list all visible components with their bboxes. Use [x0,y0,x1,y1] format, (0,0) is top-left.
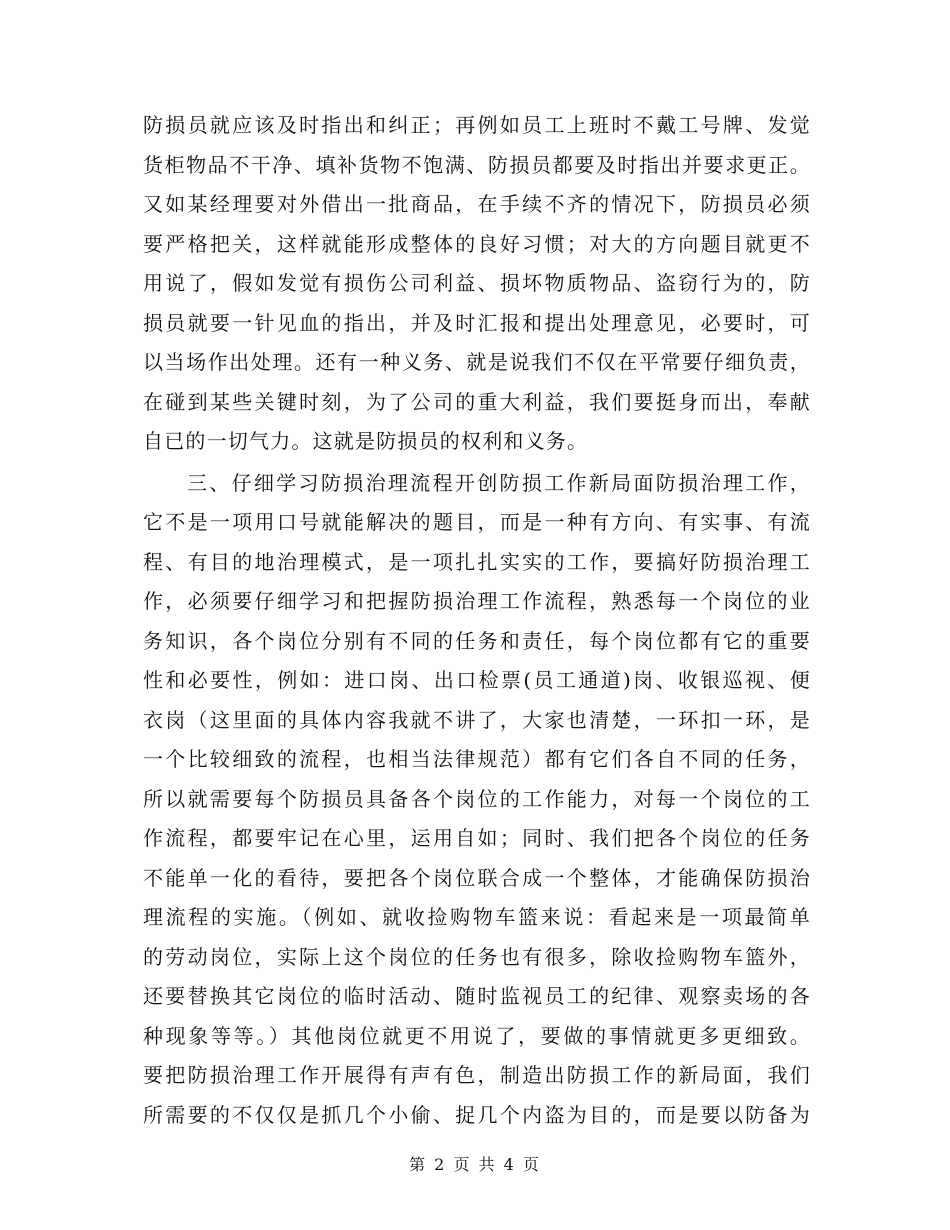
text-line: 它不是一项用口号就能解决的题目，而是一种有方向、有实事、有流 [143,510,811,534]
text-line: 以当场作出处理。还有一种义务、就是说我们不仅在平常要仔细负责， [143,350,811,374]
text-line: 程、有目的地治理模式，是一项扎扎实实的工作，要搞好防损治理工 [143,549,811,574]
text-line: 一个比较细致的流程，也相当法律规范）都有它们各自不同的任务， [143,747,811,771]
text-line: 货柜物品不干净、填补货物不饱满、防损员都要及时指出并要求更正。 [143,152,811,177]
body-text [143,106,811,1135]
text-line: 要严格把关，这样就能形成整体的良好习惯；对大的方向题目就更不 [143,231,811,256]
text-line: 务知识，各个岗位分别有不同的任务和责任，每个岗位都有它的重要 [143,628,811,653]
text-line: 在碰到某些关键时刻，为了公司的重大利益，我们要挺身而出，奉献 [143,389,811,414]
text-line: 所需要的不仅仅是抓几个小偷、捉几个内盗为目的，而是要以防备为 [143,1102,811,1127]
text-line: 种现象等等。）其他岗位就更不用说了，要做的事情就更多更细致。 [143,1023,811,1048]
text-line: 理流程的实施。（例如、就收捡购物车篮来说：看起来是一项最简单 [143,905,811,929]
text-line: 防损员就应该及时指出和纠正；再例如员工上班时不戴工号牌、发觉 [143,113,811,137]
text-line: 性和必要性，例如：进口岗、出口检票(员工通道)岗、收银巡视、便 [143,668,811,692]
text-line: 作流程，都要牢记在心里，运用自如；同时、我们把各个岗位的任务 [143,826,811,850]
text-line: 不能单一化的看待，要把各个岗位联合成一个整体，才能确保防损治 [143,865,811,890]
text-line: 要把防损治理工作开展得有声有色，制造出防损工作的新局面，我们 [143,1063,811,1087]
text-line: 又如某经理要对外借出一批商品，在手续不齐的情况下，防损员必须 [143,192,811,216]
page-number-footer: 第 2 页 共 4 页 [409,1155,541,1174]
text-line: 用说了，假如发觉有损伤公司利益、损坏物质物品、盗窃行为的，防 [143,271,811,295]
text-line: 损员就要一针见血的指出，并及时汇报和提出处理意见，必要时，可 [143,310,811,335]
text-line: 的劳动岗位，实际上这个岗位的任务也有很多，除收捡购物车篮外， [143,944,811,969]
text-line: 自已的一切气力。这就是防损员的权利和义务。 [143,429,589,453]
text-line: 还要替换其它岗位的临时活动、随时监视员工的纪律、观察卖场的各 [143,984,811,1008]
section-heading-line: 三、仔细学习防损治理流程开创防损工作新局面防损治理工作， [187,470,811,495]
text-line: 所以就需要每个防损员具备各个岗位的工作能力，对每一个岗位的工 [143,786,811,811]
text-line: 作，必须要仔细学习和把握防损治理工作流程，熟悉每一个岗位的业 [143,589,811,613]
text-line: 衣岗（这里面的具体内容我就不讲了，大家也清楚，一环扣一环，是 [143,707,811,732]
